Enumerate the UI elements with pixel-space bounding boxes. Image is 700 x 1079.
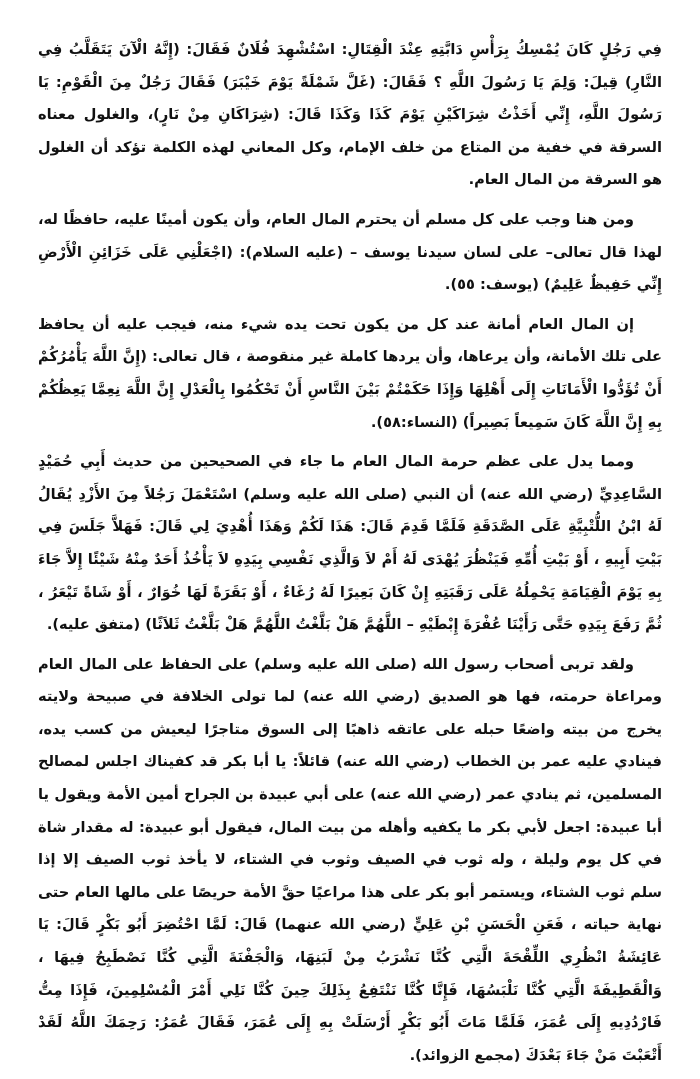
document-page [38, 34, 662, 1079]
paragraph-ghulul-hadith: فِي رَجُلٍ كَانَ يُمْسِكُ بِرَأْسِ دَابَّتِهِ عِنْدَ الْقِتَالِ: اسْتُشْهِدَ فُلَانٌ فَقَالَ: (إِنَّهُ الْآنَ يَتَقَلَّبُ فِي النَّارِ) قِيلَ: وَلِمَ يَا رَسُولَ اللَّهِ ؟ فَقَالَ: (غَلَّ شَمْلَةً يَوْمَ خَيْبَرَ) فَقَالَ رَجُلٌ مِنَ الْقَوْمِ: يَا رَسُولَ اللَّهِ، إِنِّي أَخَذْتُ شِرَاكَيْنِ يَوْمَ كَذَا وَكَذَا قَالَ: (شِرَاكَانِ مِنْ نَارٍ)، والغلول معناه السرقة في خفية من المتاع من خلف الإمام، وكل المعاني لهذه الكلمة تؤكد أن الغلول هو السرقة من المال العام. [38, 41, 662, 189]
paragraph-amanah-verse: إن المال العام أمانة عند كل من يكون تحت يده شيء منه، فيجب عليه أن يحافظ على تلك الأمانة، وأن يرعاها، وأن يردها كاملة غير منقوصة ، قال تعالى: (إِنَّ اللَّهَ يَأْمُرُكُمْ أَنْ تُؤَدُّوا الْأَمَانَاتِ إِلَى أَهْلِهَا وَإِذَا حَكَمْتُمْ بَيْنَ النَّاسِ أَنْ تَحْكُمُوا بِالْعَدْلِ إِنَّ اللَّهَ نِعِمَّا يَعِظُكُمْ بِهِ إِنَّ اللَّهَ كَانَ سَمِيعاً بَصِيراً) (النساء:٥٨). [38, 315, 662, 431]
paragraph-yusuf-verse: ومن هنا وجب على كل مسلم أن يحترم المال العام، وأن يكون أمينًا عليه، حافظًا له، لهذا قال تعالى– على لسان سيدنا يوسف – (عليه السلام): (اجْعَلْنِي عَلَى خَزَائِنِ الْأَرْضِ إِنِّي حَفِيظٌ عَلِيمٌ) (يوسف: ٥٥). [38, 210, 662, 294]
paragraph-abu-bakr-story: ولقد تربى أصحاب رسول الله (صلى الله عليه وسلم) على الحفاظ على المال العام ومراعاة حرمته، فها هو الصديق (رضي الله عنه) لما تولى الخلافة في صبيحة ولايته يخرج من بيته واضعًا حبله على عاتقه ذاهبًا إلى السوق متاجرًا ليعيش من كسب يده، فينادي عليه عمر بن الخطاب (رضي الله عنه) قائلاً: يا أبا بكر قد كفيناك اجلس لمصالح المسلمين، ثم ينادي عمر (رضي الله عنه) على أبي عبيدة بن الجراح أمين الأمة ويقول يا أبا عبيدة: اجعل لأبي بكر ما يكفيه وأهله من بيت المال، فيقول أبو عبيدة: له مقدار شاة في كل يوم وليلة ، وله ثوب في الصيف وثوب في الشتاء، لا يأخذ ثوب الصيف إلا إذا سلم ثوب الشتاء، ويستمر أبو بكر على هذا مراعيًا حقَّ الأمة حريصًا على مالها العام حتى نهاية حياته ، فَعَنِ الْحَسَنِ بْنِ عَلِيٍّ (رضي الله عنهما) قَالَ: لَمَّا احْتُضِرَ أَبُو بَكْرٍ قَالَ: يَا عَائِشَةُ انْظُرِي اللِّقْحَةَ الَّتِي كُنَّا نَشْرَبُ مِنْ لَبَنِهَا، وَالْجَفْنَةَ الَّتِي كُنَّا نَصْطَبِحُ فِيهَا ، وَالْقَطِيفَةَ الَّتِي كُنَّا نَلْبَسُهَا، فَإِنَّا كُنَّا نَنْتَفِعُ بِذَلِكَ حِينَ كُنَّا نَلِي أَمْرَ الْمُسْلِمِينَ، فَإِذَا مِتُّ فَارْدُدِيهِ إِلَى عُمَرَ، فَلَمَّا مَاتَ أَبُو بَكْرٍ أَرْسَلَتْ بِهِ إِلَى عُمَرَ، فَقَالَ عُمَرُ: رَحِمَكَ اللَّهُ لَقَدْ أَتْعَبْتَ مَنْ جَاءَ بَعْدَكَ (مجمع الزوائد). [38, 655, 662, 1064]
paragraph-ibn-lutbiyyah-hadith: ومما يدل على عظم حرمة المال العام ما جاء في الصحيحين من حديث أَبِي حُمَيْدٍ السَّاعِدِيِّ (رضي الله عنه) أن النبي (صلى الله عليه وسلم) اسْتَعْمَلَ رَجُلاً مِنَ الأَزْدِ يُقَالُ لَهُ ابْنُ اللُّتْبِيَّةِ عَلَى الصَّدَقَةِ فَلَمَّا قَدِمَ قَالَ: هَذَا لَكُمْ وَهَذَا أُهْدِيَ لِي قَالَ: فَهَلاَّ جَلَسَ فِي بَيْتِ أَبِيهِ ، أَوْ بَيْتِ أُمِّهِ فَيَنْظُرَ يُهْدَى لَهُ أَمْ لاَ وَالَّذِي نَفْسِي بِيَدِهِ لاَ يَأْخُذُ أَحَدٌ مِنْهُ شَيْئًا إِلاَّ جَاءَ بِهِ يَوْمَ الْقِيَامَةِ يَحْمِلُهُ عَلَى رَقَبَتِهِ إِنْ كَانَ بَعِيرًا لَهُ رُغَاءٌ ، أَوْ بَقَرَةً لَهَا خُوَارٌ ، أَوْ شَاةً تَيْعَرُ ، ثُمَّ رَفَعَ بِيَدِهِ حَتَّى رَأَيْنَا عُفْرَةَ إِبْطَيْهِ – اللَّهُمَّ هَلْ بَلَّغْتُ اللَّهُمَّ هَلْ بَلَّغْتُ ثَلاَثًا) (متفق عليه). [38, 453, 662, 634]
